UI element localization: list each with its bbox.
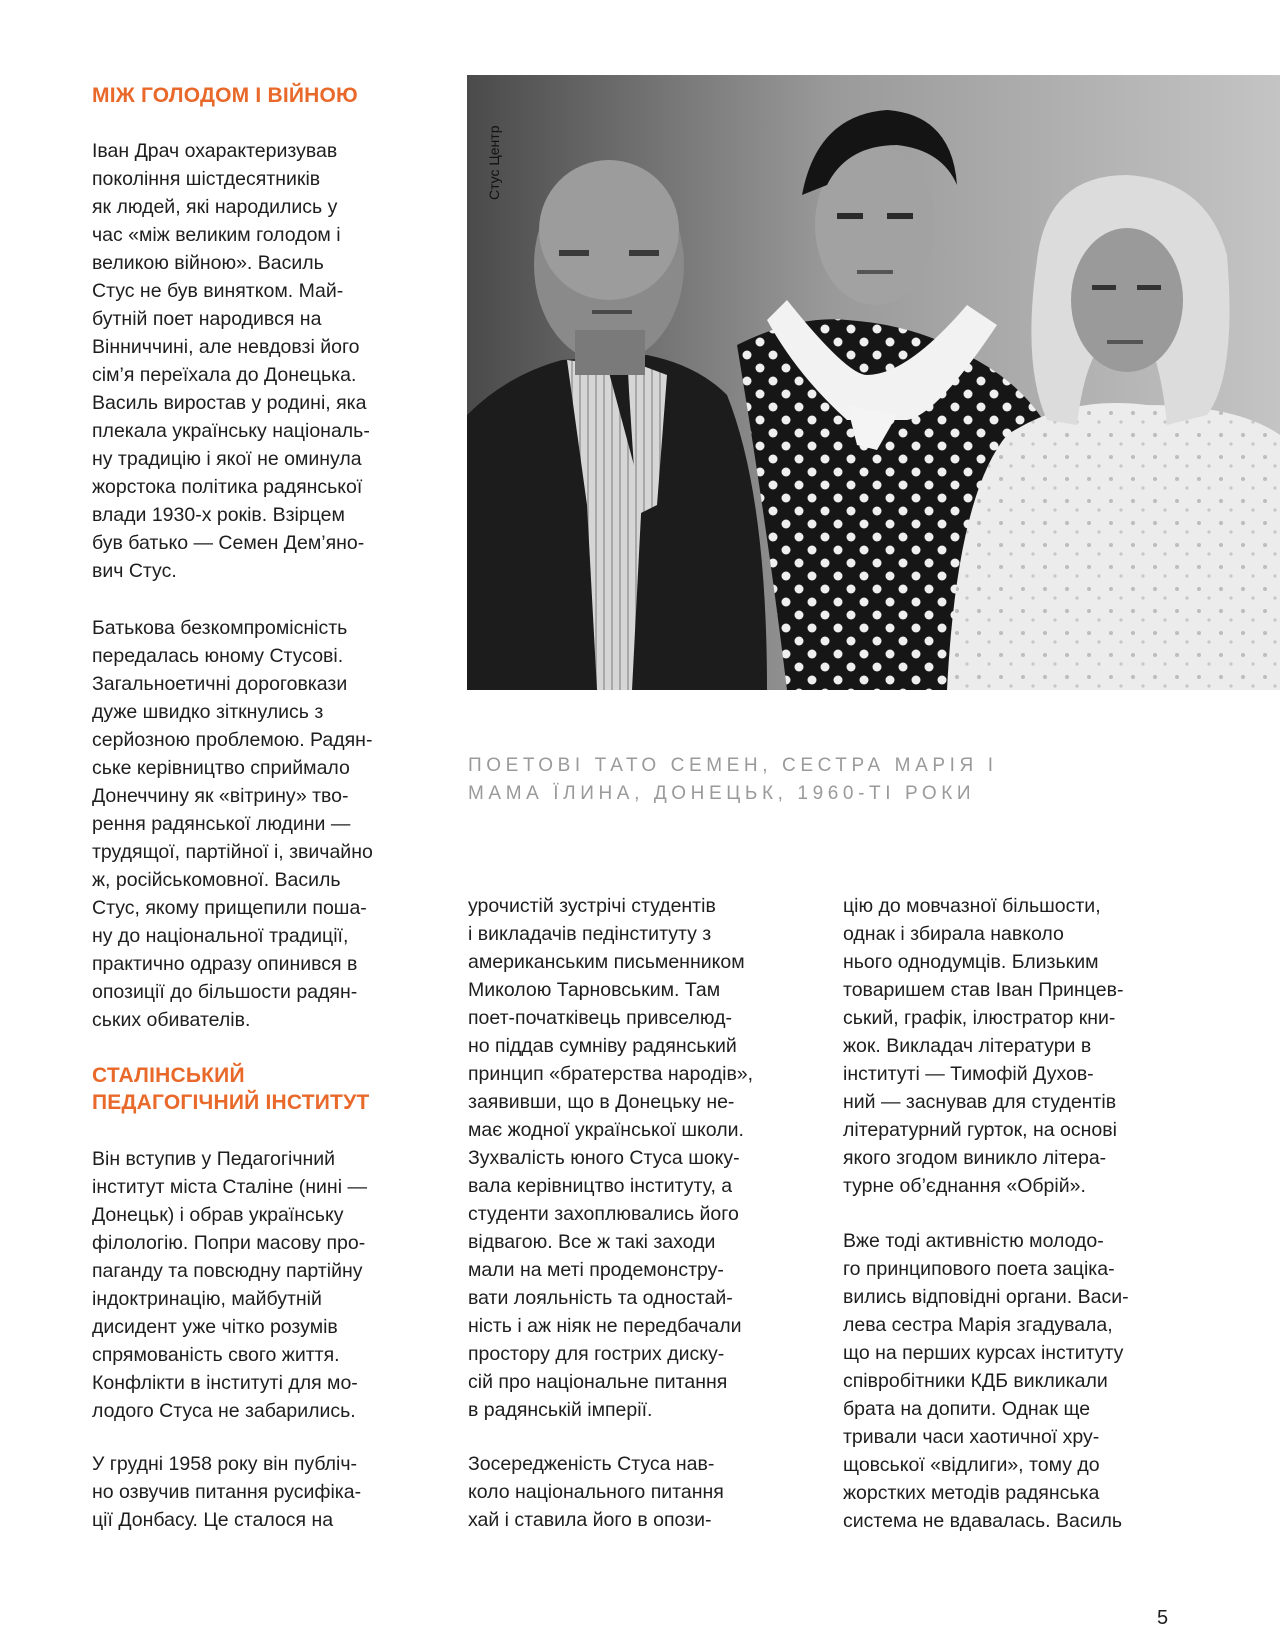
text-line: Миколою Тарновським. Там [468, 979, 721, 1001]
text-line: но озвучив питання русифіка- [92, 1481, 362, 1503]
text-line: ції Донбасу. Це сталося на [92, 1509, 334, 1531]
text-line: жок. Викладач літератури в [843, 1035, 1092, 1057]
text-line: ність і аж ніяк не передбачали [468, 1315, 742, 1337]
text-line: спрямованість свого життя. [92, 1344, 340, 1366]
text-line: принцип «братерства народів», [468, 1063, 754, 1085]
section-heading-stalino-pedagogical-institute [92, 1062, 369, 1116]
text-line: відвагою. Все ж такі заходи [468, 1231, 716, 1253]
text-line: і викладачів педінституту з [468, 923, 712, 945]
text-line: Іван Драч охарактеризував [92, 140, 338, 162]
text-line: паганду та повсюдну партійну [92, 1260, 363, 1282]
text-line: Донецьк) і обрав українську [92, 1204, 344, 1226]
text-line: бутній поет народився на [92, 308, 322, 330]
photo-caption-line-2: МАМА ЇЛИНА, ДОНЕЦЬК, 1960-ТІ РОКИ [468, 783, 976, 804]
text-line: інститут міста Сталіне (нині — [92, 1176, 367, 1198]
text-line: влади 1930-х років. Взірцем [92, 504, 345, 526]
photo-caption-line-1: ПОЕТОВІ ТАТО СЕМЕН, СЕСТРА МАРІЯ І [468, 755, 998, 776]
text-line: співробітники КДБ викликали [843, 1370, 1108, 1392]
text-line: ну традицію і якої не оминула [92, 448, 362, 470]
text-line: цію до мовчазної більшости, [843, 895, 1101, 917]
family-photo [467, 75, 1280, 690]
text-line: літературний гурток, на основі [843, 1119, 1117, 1141]
text-line: жорстока політика радянської [92, 476, 363, 498]
text-line: передалась юному Стусові. [92, 645, 344, 667]
text-line: якого згодом виникло літера- [843, 1147, 1107, 1169]
section-heading-line-1: СТАЛІНСЬКИЙ [92, 1064, 245, 1087]
text-line: Василь виростав у родині, яка [92, 392, 367, 414]
text-line: інституті — Тимофій Духов- [843, 1063, 1094, 1085]
text-line: но піддав сумніву радянський [468, 1035, 737, 1057]
text-line: мали на меті продемонстру- [468, 1259, 724, 1281]
text-line: поет-початківець привселюд- [468, 1007, 732, 1029]
text-line: дисидент уже чітко розумів [92, 1316, 338, 1338]
paragraph-focus-on-national-question [468, 1450, 724, 1534]
page-number: 5 [1157, 1607, 1169, 1629]
text-line: заявивши, що в Донецьку не- [468, 1091, 735, 1113]
paragraph-entered-institute [92, 1145, 367, 1425]
text-line: Зухвалість юного Стуса шоку- [468, 1147, 740, 1169]
text-line: сій про національне питання [468, 1371, 728, 1393]
text-line: дуже швидко зіткнулись з [92, 701, 324, 723]
text-line: однак і збирала навколо [843, 923, 1064, 945]
text-line: хай і ставила його в опози- [468, 1509, 712, 1531]
text-line: ське керівництво сприймало [92, 757, 350, 779]
paragraph-like-minded-friends [843, 892, 1123, 1200]
text-line: як людей, які народились у [92, 196, 338, 218]
text-line: має жодної української школи. [468, 1119, 744, 1141]
paragraph-ceremonial-meeting [468, 892, 753, 1424]
text-line: Стус, якому прищепили поша- [92, 897, 367, 919]
text-line: Стус не був винятком. Май- [92, 280, 344, 302]
text-line: ський, графік, ілюстратор кни- [843, 1007, 1116, 1029]
text-line: лева сестра Марія згадувала, [843, 1314, 1113, 1336]
text-line: плекала українську національ- [92, 420, 370, 442]
text-line: час «між великим голодом і [92, 224, 341, 246]
text-line: опозиції до більшости радян- [92, 981, 358, 1003]
photo-caption [468, 752, 1088, 808]
text-line: Вінниччині, але невдовзі його [92, 336, 360, 358]
text-line: покоління шістдесятників [92, 168, 321, 190]
text-line: Він вступив у Педагогічний [92, 1148, 336, 1170]
text-line: нього однодумців. Близьким [843, 951, 1099, 973]
text-line: лодого Стуса не забарились. [92, 1400, 356, 1422]
text-line: американським письменником [468, 951, 745, 973]
paragraph-december-1958 [92, 1450, 361, 1534]
text-line: в радянській імперії. [468, 1399, 653, 1421]
text-line: щовської «відлиги», тому до [843, 1454, 1100, 1476]
paragraph-kgb-interest [843, 1227, 1129, 1535]
text-line: урочистій зустрічі студентів [468, 895, 716, 917]
text-line: турне об’єднання «Обрій». [843, 1175, 1086, 1197]
text-line: тривали часи хаотичної хру- [843, 1426, 1100, 1448]
text-line: Загальноетичні дороговкази [92, 673, 348, 695]
text-line: практично одразу опинився в [92, 953, 358, 975]
text-line: ських обивателів. [92, 1009, 251, 1031]
text-line: серйозною проблемою. Радян- [92, 729, 373, 751]
section-heading-between-famine-and-war: МІЖ ГОЛОДОМ І ВІЙНОЮ [92, 84, 358, 107]
text-line: система не вдавалась. Василь [843, 1510, 1122, 1532]
text-line: філологію. Попри масову про- [92, 1232, 366, 1254]
text-line: студенти захоплювались його [468, 1203, 739, 1225]
text-line: го принципового поета заціка- [843, 1258, 1115, 1280]
paragraph-drach-generation [92, 137, 370, 585]
text-line: вала керівництво інституту, а [468, 1175, 733, 1197]
text-line: простору для гострих диску- [468, 1343, 725, 1365]
text-line: вич Стус. [92, 560, 177, 582]
text-line: ну до національної традиції, [92, 925, 349, 947]
text-line: ж, російськомовної. Василь [92, 869, 341, 891]
text-line: трудящої, партійної і, звичайно [92, 841, 373, 863]
text-line: індоктринацію, майбутній [92, 1288, 322, 1310]
paragraph-fathers-uncompromising [92, 614, 373, 1034]
section-heading-line-2: ПЕДАГОГІЧНИЙ ІНСТИТУТ [92, 1091, 370, 1114]
text-line: великою війною». Василь [92, 252, 324, 274]
text-line: був батько — Семен Дем’яно- [92, 532, 365, 554]
text-line: Конфлікти в інституті для мо- [92, 1372, 358, 1394]
text-line: коло національного питання [468, 1481, 724, 1503]
text-line: Зосередженість Стуса нав- [468, 1453, 715, 1475]
text-line: У грудні 1958 року він публіч- [92, 1453, 358, 1475]
text-line: вились відповідні органи. Васи- [843, 1286, 1129, 1308]
text-line: сім’я переїхала до Донецька. [92, 364, 357, 386]
text-line: вати лояльність та одностай- [468, 1287, 733, 1309]
text-line: Батькова безкомпромісність [92, 617, 348, 639]
text-line: брата на допити. Однак ще [843, 1398, 1091, 1420]
text-line: ний — заснував для студентів [843, 1091, 1117, 1113]
text-line: Вже тоді активністю молодо- [843, 1230, 1104, 1252]
text-line: Донеччину як «вітрину» тво- [92, 785, 349, 807]
photo-credit: Стус Центр [486, 125, 502, 200]
text-line: жорстких методів радянська [843, 1482, 1100, 1504]
text-line: що на перших курсах інституту [843, 1342, 1124, 1364]
text-line: рення радянської людини — [92, 813, 351, 835]
text-line: товаришем став Іван Принцев- [843, 979, 1124, 1001]
